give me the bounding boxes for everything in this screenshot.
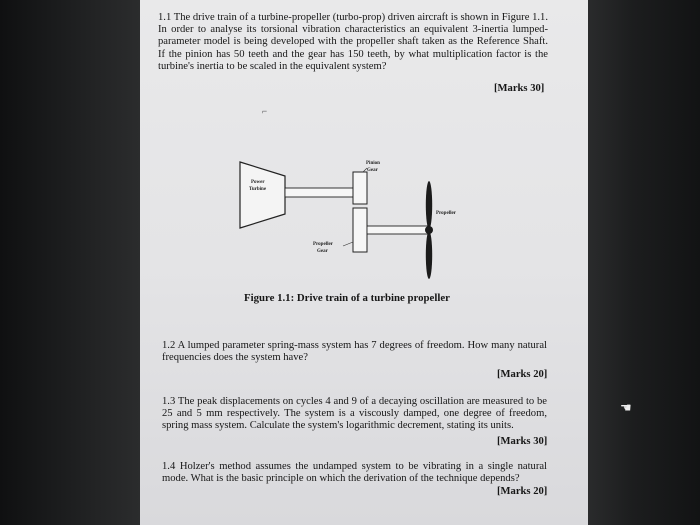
label-pinion-gear: Gear [367, 168, 378, 173]
power-turbine-shape [240, 162, 285, 228]
question-1-2-text: 1.2 A lumped parameter spring-mass system has 7 degrees of freedom. How many natural frequencies does the system have? [162, 340, 547, 364]
question-1-4-number: 1.4 [162, 461, 176, 472]
propeller-shaft [367, 226, 429, 234]
question-1-2-marks: [Marks 20] [497, 369, 548, 380]
question-1-2-number: 1.2 [162, 340, 176, 351]
pinion-gear-shape [353, 172, 367, 204]
question-1-2 [162, 340, 547, 364]
question-1-3 [162, 396, 547, 433]
label-pinion: Pinion [366, 161, 380, 166]
figure-caption: Figure 1.1: Drive train of a turbine propeller [244, 292, 450, 304]
label-propeller-gear-2: Gear [317, 249, 328, 254]
question-1-1 [158, 12, 548, 73]
propeller-gear-shape [353, 208, 367, 252]
monitor-bezel-left [0, 0, 140, 525]
question-1-4-marks: [Marks 20] [497, 486, 548, 497]
question-1-4-text: 1.4 Holzer's method assumes the undamped system to be vibrating in a single natural mode. What is the basic principle on which the derivation of the technique depends? [162, 461, 547, 485]
propeller-hub [425, 226, 433, 234]
question-1-4 [162, 461, 547, 485]
label-turbine: Turbine [249, 187, 267, 192]
question-1-3-marks: [Marks 30] [497, 436, 548, 447]
drive-train-diagram [225, 150, 465, 280]
question-1-1-marks: [Marks 30] [494, 83, 545, 94]
question-1-3-number: 1.3 [162, 396, 176, 407]
propeller-upper-blade [426, 181, 432, 229]
label-propeller-gear-1: Propeller [313, 242, 333, 247]
label-propeller: Propeller [436, 211, 456, 216]
question-1-1-number: 1.1 [158, 12, 172, 23]
hand-pointer-icon: ☚ [620, 400, 632, 415]
question-1-3-text: 1.3 The peak displacements on cycles 4 and 9 of a decaying oscillation are measured to be 25 and 5 mm respectively. The system is a viscously damped, one degree of freedom, spring mass system. Calculate the system's logarithmic decrement, stating its units. [162, 396, 547, 432]
turbine-shaft [285, 188, 353, 197]
propeller-lower-blade [426, 231, 432, 279]
question-1-1-text: 1.1 The drive train of a turbine-propeller (turbo-prop) driven aircraft is shown in Figure 1.1. In order to analyse its torsional vibration characteristics an equivalent 3-inertia lumped-parameter model is being developed with the propeller shaft taken as the Reference Shaft. If the pinion has 50 teeth and the gear has 150 teeth, by what multiplication factor is the turbine's inertia to be scaled in the equivalent system? [158, 12, 548, 72]
monitor-bezel-right [588, 0, 700, 525]
speck-mark: ⌐ [262, 106, 268, 116]
label-power: Power [251, 180, 265, 185]
